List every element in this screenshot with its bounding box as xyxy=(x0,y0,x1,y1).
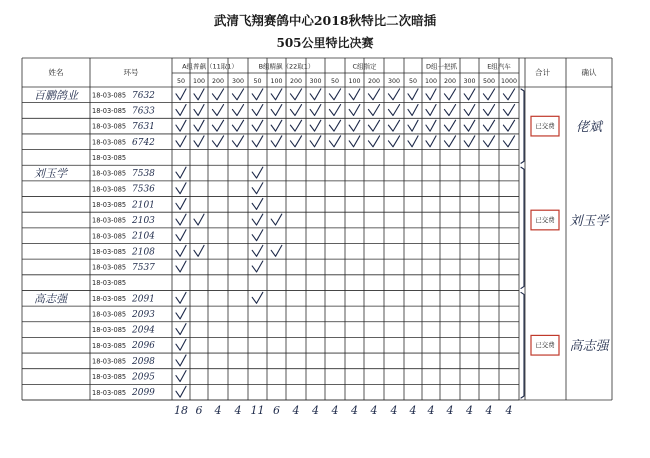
ring-number: 2103 xyxy=(132,216,155,227)
ring-prefix: 18-03-085 xyxy=(92,294,127,303)
check-mark xyxy=(310,120,321,131)
ring-number: 2095 xyxy=(132,372,155,383)
check-mark xyxy=(194,120,204,131)
ring-prefix: 18-03-085 xyxy=(92,138,127,147)
check-mark xyxy=(194,214,204,225)
payment-stamp-text: 已交费 xyxy=(535,216,555,225)
check-mark xyxy=(194,89,204,100)
stake-header: 100 xyxy=(192,78,206,85)
page-subtitle: 505公里特比决赛 xyxy=(276,36,374,50)
signature: 佬斌 xyxy=(575,120,603,136)
check-mark xyxy=(426,120,436,131)
check-mark xyxy=(176,355,186,366)
check-mark xyxy=(212,105,223,116)
check-mark xyxy=(252,120,263,131)
check-mark xyxy=(252,105,263,116)
check-mark xyxy=(290,120,301,131)
stake-header: 1000 xyxy=(500,78,518,85)
ring-prefix: 18-03-085 xyxy=(92,91,127,100)
check-mark xyxy=(444,89,455,100)
group-header: D组一把抓 xyxy=(425,62,458,71)
check-mark xyxy=(408,120,418,131)
check-mark xyxy=(271,120,282,131)
stake-header: 200 xyxy=(289,78,303,85)
column-total: 4 xyxy=(234,404,242,417)
check-mark xyxy=(426,89,436,100)
stake-header: 200 xyxy=(367,78,381,85)
check-mark xyxy=(444,136,455,147)
check-mark xyxy=(176,105,186,116)
column-total: 4 xyxy=(466,404,473,417)
signature: 刘玉学 xyxy=(569,214,609,230)
check-mark xyxy=(290,105,301,116)
header-ring: 环号 xyxy=(123,68,139,77)
column-total: 4 xyxy=(485,404,493,417)
check-mark xyxy=(194,136,204,147)
ring-number: 2093 xyxy=(132,309,155,320)
check-mark xyxy=(252,230,263,241)
check-mark xyxy=(176,198,186,209)
check-mark xyxy=(176,136,186,147)
ring-prefix: 18-03-085 xyxy=(92,279,127,288)
group-bracket xyxy=(521,167,524,288)
check-mark xyxy=(252,245,263,256)
check-mark xyxy=(176,167,186,178)
stake-header: 50 xyxy=(176,78,186,85)
check-mark xyxy=(329,105,340,116)
check-mark xyxy=(388,105,399,116)
check-mark xyxy=(271,214,282,225)
ring-number: 2098 xyxy=(132,356,155,367)
check-mark xyxy=(310,136,321,147)
ring-prefix: 18-03-085 xyxy=(92,247,127,256)
ring-number: 7631 xyxy=(132,122,155,133)
check-mark xyxy=(176,245,186,256)
column-total: 4 xyxy=(427,404,435,417)
column-total: 6 xyxy=(195,404,203,417)
column-total: 4 xyxy=(505,404,513,417)
check-mark xyxy=(290,136,301,147)
check-mark xyxy=(252,261,263,272)
check-mark xyxy=(426,136,436,147)
check-mark xyxy=(464,136,475,147)
check-mark xyxy=(329,136,340,147)
check-mark xyxy=(483,136,494,147)
ring-prefix: 18-03-085 xyxy=(92,122,127,131)
check-mark xyxy=(503,105,514,116)
column-total: 6 xyxy=(273,404,280,417)
check-mark xyxy=(464,89,475,100)
stake-header: 200 xyxy=(443,78,457,85)
ring-number: 7538 xyxy=(132,169,155,180)
check-mark xyxy=(368,105,379,116)
ring-number: 7536 xyxy=(132,184,155,195)
ring-prefix: 18-03-085 xyxy=(92,388,127,397)
stake-header: 300 xyxy=(387,78,401,85)
check-mark xyxy=(176,261,186,272)
ring-number: 7537 xyxy=(132,262,155,273)
payment-stamp-text: 已交费 xyxy=(535,341,555,350)
column-total: 4 xyxy=(292,404,300,417)
column-total: 4 xyxy=(390,404,398,417)
check-mark xyxy=(408,105,418,116)
check-mark xyxy=(444,120,455,131)
check-mark xyxy=(349,136,360,147)
check-mark xyxy=(483,105,494,116)
check-mark xyxy=(176,183,186,194)
stake-header: 100 xyxy=(348,78,361,85)
group-header: A组普飙（11取1） xyxy=(182,62,238,71)
ring-prefix: 18-03-085 xyxy=(92,216,127,225)
check-mark xyxy=(232,136,243,147)
header-total: 合计 xyxy=(535,68,550,77)
group-bracket xyxy=(521,89,524,163)
check-mark xyxy=(368,89,379,100)
ring-prefix: 18-03-085 xyxy=(92,169,127,178)
check-mark xyxy=(388,136,399,147)
check-mark xyxy=(271,245,282,256)
owner-name: 百鹏鸽业 xyxy=(34,88,78,102)
ring-prefix: 18-03-085 xyxy=(92,357,127,366)
ring-prefix: 18-03-085 xyxy=(92,154,127,163)
check-mark xyxy=(176,230,186,241)
stake-header: 100 xyxy=(270,78,283,85)
check-mark xyxy=(252,167,263,178)
page-title: 武清飞翔赛鸽中心2018秋特比二次暗插 xyxy=(213,13,437,28)
check-mark xyxy=(388,120,399,131)
ring-prefix: 18-03-085 xyxy=(92,326,127,335)
group-bracket xyxy=(521,292,524,398)
owner-name: 高志强 xyxy=(34,292,67,306)
check-mark xyxy=(503,120,514,131)
group-header: E组汽车 xyxy=(487,62,511,71)
ring-number: 6742 xyxy=(132,137,155,148)
check-mark xyxy=(176,339,186,350)
check-mark xyxy=(483,120,494,131)
check-mark xyxy=(212,120,223,131)
owner-name: 刘玉学 xyxy=(34,167,67,181)
check-mark xyxy=(349,105,360,116)
check-mark xyxy=(232,120,243,131)
column-total: 4 xyxy=(312,404,319,417)
signature: 高志强 xyxy=(569,339,609,355)
check-mark xyxy=(503,136,514,147)
column-total: 4 xyxy=(214,404,222,417)
ring-prefix: 18-03-085 xyxy=(92,263,127,272)
check-mark xyxy=(194,105,204,116)
ring-prefix: 18-03-085 xyxy=(92,232,127,241)
check-mark xyxy=(252,214,263,225)
check-mark xyxy=(232,89,243,100)
column-total: 4 xyxy=(446,404,454,417)
check-mark xyxy=(388,89,399,100)
ring-number: 7632 xyxy=(132,90,155,101)
check-mark xyxy=(232,105,243,116)
stake-header: 300 xyxy=(231,78,245,85)
check-mark xyxy=(464,120,475,131)
check-mark xyxy=(464,105,475,116)
stake-header: 200 xyxy=(211,78,225,85)
check-mark xyxy=(426,105,436,116)
group-header: C组指定 xyxy=(352,62,377,71)
stake-header: 50 xyxy=(408,78,418,85)
check-mark xyxy=(176,324,186,335)
check-mark xyxy=(176,371,186,382)
check-mark xyxy=(212,89,223,100)
check-mark xyxy=(271,89,282,100)
check-mark xyxy=(176,292,186,303)
column-total: 18 xyxy=(174,404,188,417)
ring-prefix: 18-03-085 xyxy=(92,107,127,116)
check-mark xyxy=(310,105,321,116)
ring-number: 2096 xyxy=(132,341,155,352)
column-total: 11 xyxy=(250,404,265,417)
check-mark xyxy=(176,214,186,225)
ring-prefix: 18-03-085 xyxy=(92,310,127,319)
ring-number: 2104 xyxy=(132,231,155,242)
check-mark xyxy=(252,292,263,303)
ring-prefix: 18-03-085 xyxy=(92,200,127,209)
column-total: 4 xyxy=(409,404,417,417)
group-header: B组精飙（22取1） xyxy=(258,62,315,71)
check-mark xyxy=(483,89,494,100)
payment-stamp-text: 已交费 xyxy=(535,122,555,131)
check-mark xyxy=(310,89,321,100)
check-mark xyxy=(252,89,263,100)
ring-number: 7633 xyxy=(132,106,155,117)
check-mark xyxy=(349,89,360,100)
check-mark xyxy=(176,120,186,131)
ring-prefix: 18-03-085 xyxy=(92,185,127,194)
ring-number: 2099 xyxy=(132,388,155,399)
ring-number: 2091 xyxy=(132,294,155,305)
ring-prefix: 18-03-085 xyxy=(92,341,127,350)
check-mark xyxy=(290,89,301,100)
stake-header: 50 xyxy=(330,78,340,85)
stake-header: 50 xyxy=(253,78,262,85)
ring-number: 2094 xyxy=(132,325,155,336)
header-confirm: 确认 xyxy=(581,68,597,77)
column-total: 4 xyxy=(331,404,339,417)
check-mark xyxy=(368,136,379,147)
check-mark xyxy=(176,386,186,397)
check-mark xyxy=(349,120,360,131)
header-name: 姓名 xyxy=(48,68,64,77)
check-mark xyxy=(194,245,204,256)
check-mark xyxy=(176,308,186,319)
check-mark xyxy=(444,105,455,116)
check-mark xyxy=(503,89,514,100)
check-mark xyxy=(252,136,263,147)
check-mark xyxy=(408,89,418,100)
check-mark xyxy=(271,105,282,116)
check-mark xyxy=(176,89,186,100)
check-mark xyxy=(368,120,379,131)
check-mark xyxy=(408,136,418,147)
stake-header: 100 xyxy=(424,78,438,85)
ring-number: 2101 xyxy=(132,200,155,211)
check-mark xyxy=(271,136,282,147)
check-mark xyxy=(329,120,340,131)
check-mark xyxy=(252,183,263,194)
column-total: 4 xyxy=(351,404,358,417)
column-total: 4 xyxy=(370,404,378,417)
check-mark xyxy=(329,89,340,100)
check-mark xyxy=(212,136,223,147)
stake-header: 500 xyxy=(482,78,496,85)
check-mark xyxy=(252,198,263,209)
ring-prefix: 18-03-085 xyxy=(92,373,127,382)
stake-header: 300 xyxy=(309,78,322,85)
stake-header: 300 xyxy=(463,78,476,85)
ring-number: 2108 xyxy=(132,247,155,258)
